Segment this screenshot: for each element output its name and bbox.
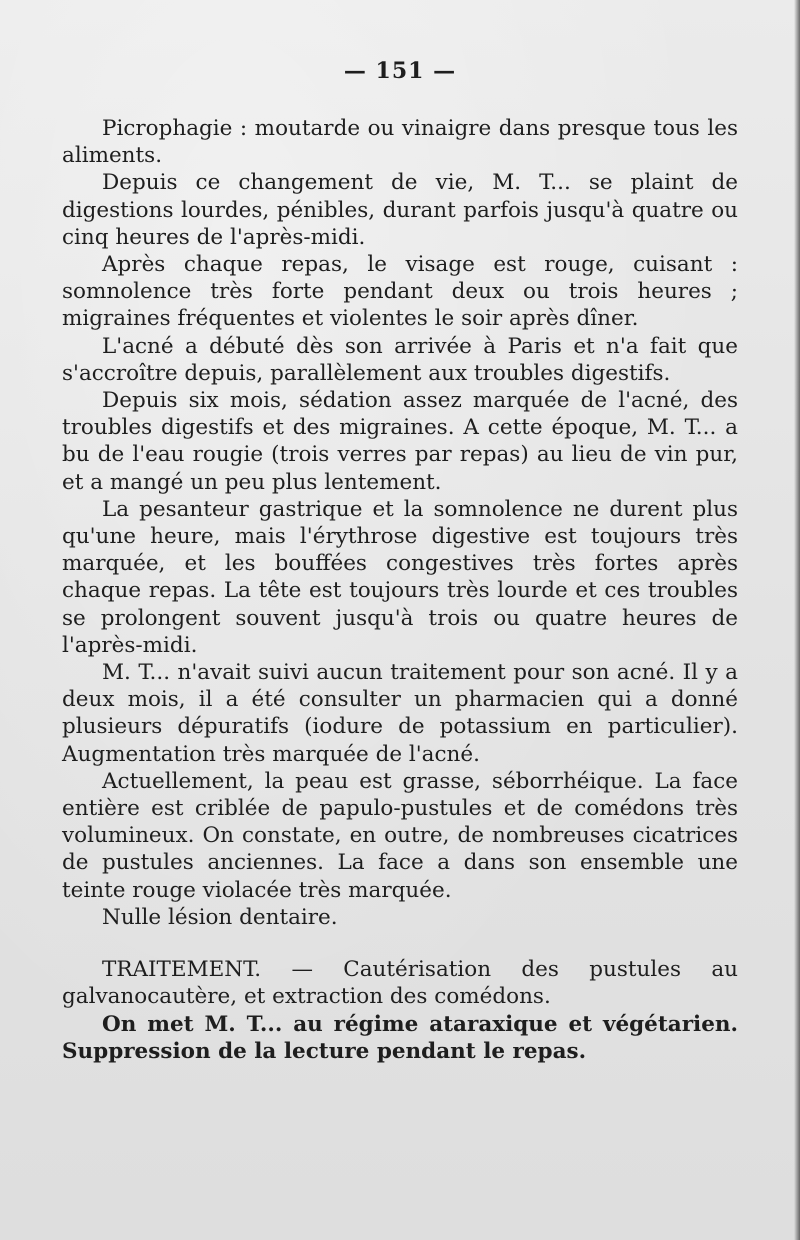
paragraph: Picrophagie : moutarde ou vinaigre dans presque tous les aliments.	[62, 116, 738, 169]
paragraph: L'acné a débuté dès son arrivée à Paris et n'a fait que s'accroître depuis, parallèlement aux troubles digestifs.	[62, 333, 738, 386]
paragraph: Après chaque repas, le visage est rouge, cuisant : somnolence très forte pendant deux ou trois heures ; migraines fréquentes et violentes le soir après dîner.	[62, 252, 738, 332]
paragraph: M. T... n'avait suivi aucun traitement pour son acné. Il y a deux mois, il a été consulter un pharmacien qui a donné plusieurs dépuratifs (iodure de potassium en particulier). Augmentation très marquée de l'acné.	[62, 660, 738, 767]
paragraph: La pesanteur gastrique et la somnolence ne durent plus qu'une heure, mais l'érythrose digestive est toujours très marquée, et les bouffées congestives très fortes après chaque repas. La tête est toujours très lourde et ces troubles se prolongent souvent jusqu'à trois ou quatre heures de l'après-midi.	[62, 496, 738, 658]
page-number: — 151 —	[343, 58, 457, 84]
page-edge-shadow	[794, 0, 800, 1240]
paragraph: Depuis six mois, sédation assez marquée de l'acné, des troubles digestifs et des migraines. A cette époque, M. T... a bu de l'eau rougie (trois verres par repas) au lieu de vin pur, et a mangé un peu plus lentement.	[62, 388, 738, 495]
paragraph-traitement: TRAITEMENT. — Cautérisation des pustules au galvanocautère, et extraction des comédons.	[62, 957, 738, 1010]
paragraph-gap	[62, 931, 738, 956]
paragraph: On met M. T... au régime ataraxique et végétarien. Suppression de la lecture pendant le repas.	[62, 1011, 738, 1064]
paragraph: Depuis ce changement de vie, M. T... se plaint de digestions lourdes, pénibles, durant parfois jusqu'à quatre ou cinq heures de l'après-midi.	[62, 170, 738, 250]
body-text	[62, 115, 738, 1065]
paragraph: Actuellement, la peau est grasse, séborrhéique. La face entière est criblée de papulo-pustules et de comédons très volumineux. On constate, en outre, de nombreuses cicatrices de pustules anciennes. La face a dans son ensemble une teinte rouge violacée très marquée.	[62, 768, 738, 903]
paragraph: Nulle lésion dentaire.	[102, 904, 338, 930]
